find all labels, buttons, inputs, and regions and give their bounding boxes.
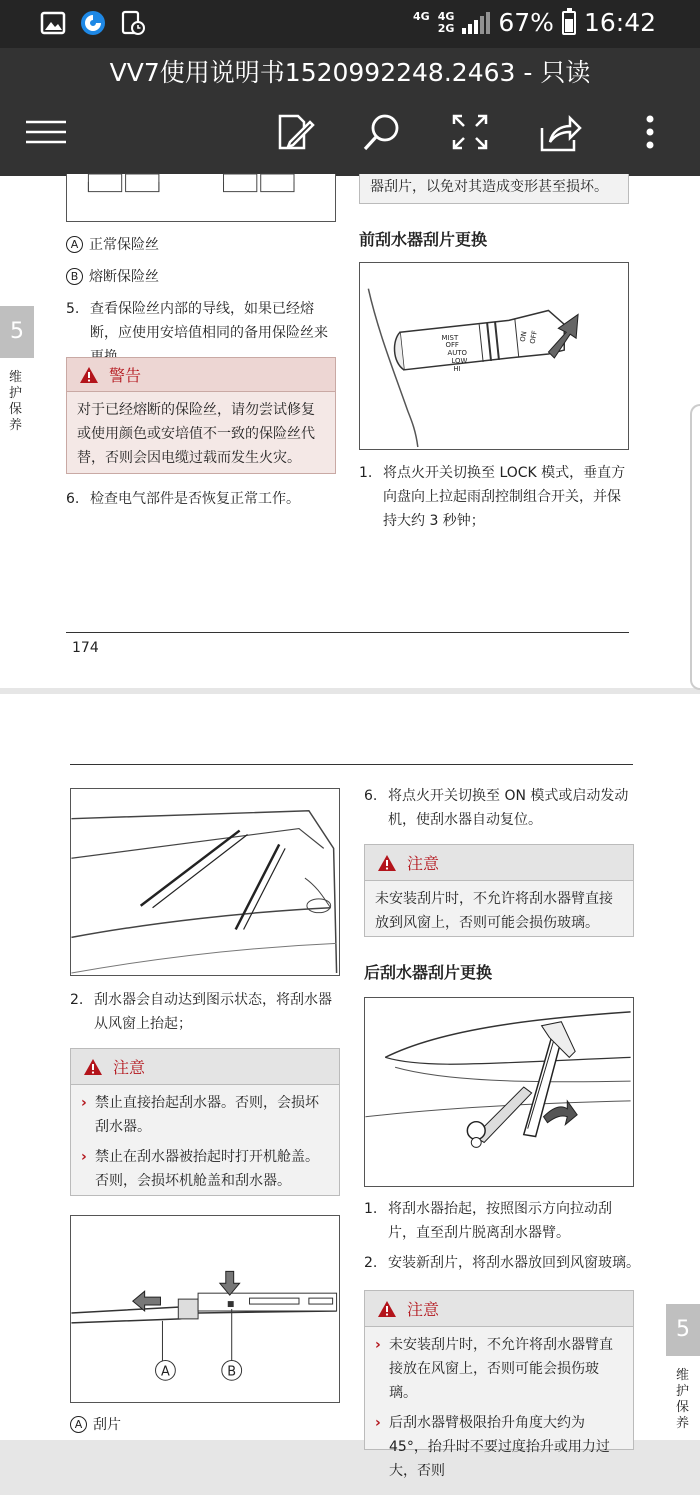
- more-vert-icon[interactable]: [628, 110, 672, 154]
- share-icon[interactable]: [538, 110, 582, 154]
- rear-step-2: 2. 安装新刮片，将刮水器放回到风窗玻璃。: [364, 1255, 640, 1271]
- note-title: 注意: [407, 854, 440, 873]
- front-wiper-heading: 前刮水器刮片更换: [359, 230, 488, 249]
- network-dual-indicator: 4G 2G: [437, 9, 455, 35]
- note-text: 未安装刮片时，不允许将刮水器臂直接放到风窗上，否则可能会损伤玻璃。: [375, 891, 613, 931]
- fullscreen-icon[interactable]: [448, 110, 492, 154]
- status-bar: [0, 0, 700, 48]
- battery-percent: 67%: [498, 8, 554, 37]
- legend-blown-fuse: B 熔断保险丝: [66, 265, 159, 289]
- note-bullet-2: › 禁止在刮水器被抬起时打开机舱盖。否则，会损坏机舱盖和刮水器。: [81, 1145, 329, 1193]
- document-title: VV7使用说明书1520992248.2463 - 只读: [109, 58, 591, 87]
- callout-b: B: [227, 1364, 237, 1380]
- switch-label-auto: AUTO: [447, 349, 467, 358]
- legend-wiper-blade: A 刮片: [70, 1413, 121, 1437]
- clock-time: 16:42: [583, 8, 656, 37]
- warning-title: 警告: [109, 366, 142, 385]
- switch-label-off: OFF: [445, 341, 459, 350]
- legend-normal-fuse: A 正常保险丝: [66, 233, 159, 257]
- note-title: 注意: [407, 1300, 440, 1319]
- raised-wiper-figure: [70, 788, 340, 976]
- app-bar: [0, 48, 700, 176]
- warning-text: 对于已经熔断的保险丝，请勿尝试修复或使用颜色或安培值不一致的保险丝代替，否则会因电缆过载而发生火灾。: [77, 402, 315, 466]
- network-4g-indicator: 4G: [413, 9, 430, 23]
- note-bullet-1: › 未安装刮片时，不允许将刮水器臂直接放在风窗上，否则可能会损伤玻璃。: [375, 1333, 623, 1405]
- edit-icon[interactable]: [272, 110, 316, 154]
- note-box-left: [70, 1048, 340, 1196]
- switch-label-on: ON: [518, 330, 529, 343]
- clock-task-icon: [120, 10, 146, 36]
- front-step-1: 1. 将点火开关切换至 LOCK 模式，垂直方向盘向上拉起雨刮控制组合开关，并保持大约 3 秒钟；: [359, 465, 626, 529]
- menu-icon[interactable]: [24, 110, 68, 154]
- switch-label-mist: MIST: [441, 334, 459, 343]
- gallery-icon: [40, 10, 66, 36]
- document-page-175[interactable]: [0, 694, 700, 1479]
- wiper-blade-detail-figure: [70, 1215, 340, 1403]
- caution-icon: [377, 854, 397, 872]
- step-6: 6. 检查电气部件是否恢复正常工作。: [66, 491, 300, 507]
- step-2: 2. 刮水器会自动达到图示状态，将刮水器从风窗上抬起；: [70, 992, 332, 1032]
- note-title: 注意: [113, 1058, 146, 1077]
- warning-box: [66, 357, 336, 474]
- callout-a: A: [161, 1364, 170, 1380]
- rear-wiper-figure: [364, 997, 634, 1187]
- note-box-right-1: [364, 844, 634, 937]
- note-bullet-1: › 禁止直接抬起刮水器。否则，会损坏刮水器。: [81, 1091, 329, 1139]
- top-note-fragment: 器刮片，以免对其造成变形甚至损坏。: [359, 174, 629, 204]
- browser-icon: [80, 10, 106, 36]
- caution-icon: [83, 1058, 103, 1076]
- scroll-indicator[interactable]: [690, 404, 700, 690]
- battery-icon: [562, 11, 576, 35]
- wiper-switch-figure: [359, 262, 629, 450]
- warning-icon: [79, 366, 99, 384]
- rear-step-1: 1. 将刮水器抬起，按照图示方向拉动刮片，直至刮片脱离刮水器臂。: [364, 1201, 612, 1241]
- search-icon[interactable]: [360, 110, 404, 154]
- chapter-label: 维护保养: [9, 370, 23, 433]
- page-header-rule: [70, 764, 633, 765]
- fuse-figure: [66, 174, 336, 222]
- page-footer-rule: [66, 632, 629, 633]
- switch-label-low: LOW: [451, 356, 468, 365]
- step-6-on: 6. 将点火开关切换至 ON 模式或启动发动机，使刮水器自动复位。: [364, 788, 629, 828]
- note-box-right-2: [364, 1290, 634, 1479]
- chapter-tab[interactable]: 5: [0, 306, 34, 358]
- signal-icon: [462, 12, 490, 34]
- page-number: 174: [72, 640, 99, 656]
- rear-wiper-heading: 后刮水器刮片更换: [364, 963, 493, 982]
- chapter-tab[interactable]: 5: [666, 1304, 700, 1356]
- caution-icon: [377, 1300, 397, 1318]
- switch-label-hi: HI: [453, 364, 461, 373]
- chapter-label: 维护保养: [676, 1368, 690, 1431]
- switch-label-off2: OFF: [528, 329, 539, 345]
- step-5: 5. 查看保险丝内部的导线，如果已经熔断，应使用安培值相同的备用保险丝来: [66, 301, 328, 341]
- note-bullet-2: › 后刮水器臂极限抬升角度大约为 45°，抬升时不要过度抬升或用力过大，否则: [375, 1411, 623, 1483]
- document-page-174[interactable]: [0, 176, 700, 688]
